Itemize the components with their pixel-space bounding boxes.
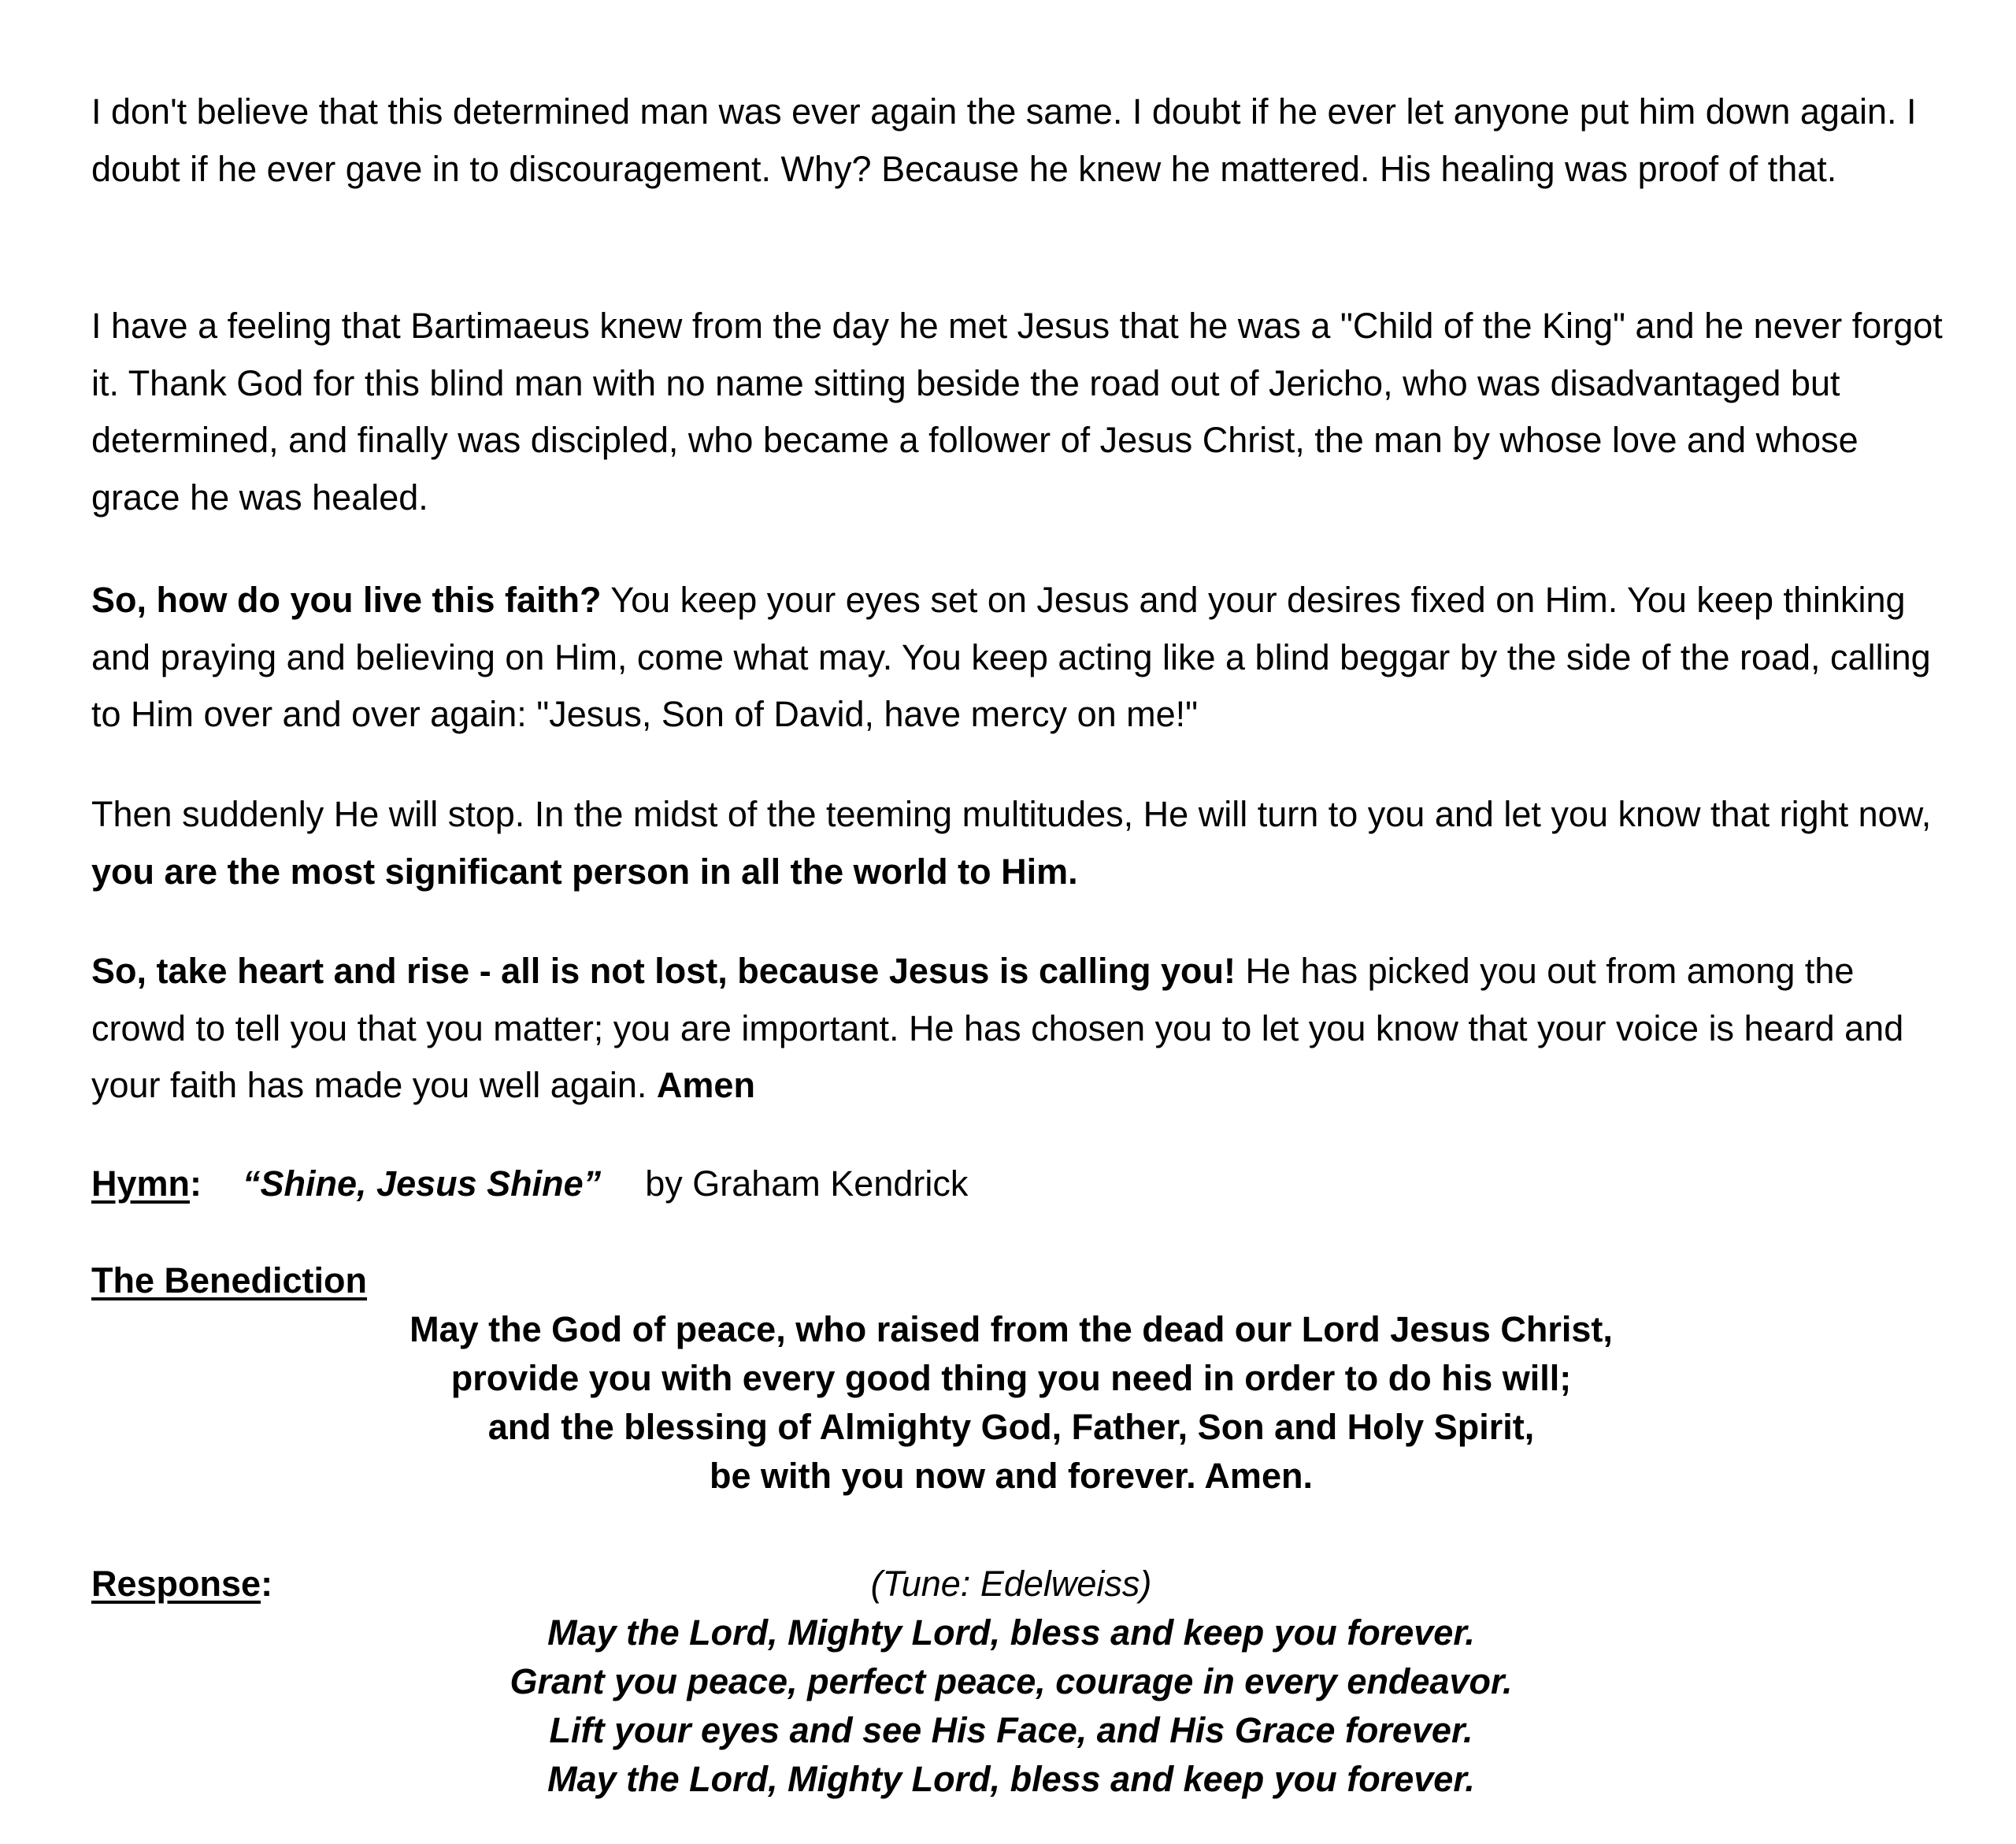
sermon-paragraph-1-text: I don't believe that this determined man was ever again the same. I doubt if he ever let anyone put him down again. I doubt if he ever gave in to discouragement. Why? Because he knew he mattered. His healing was proof of that.: [91, 91, 1917, 189]
response-tune: (Tune: Edelweiss): [870, 1564, 1152, 1604]
benediction-line: provide you with every good thing you need in order to do his will;: [450, 1358, 1572, 1398]
response-line: Lift your eyes and see His Face, and His Grace forever.: [549, 1710, 1473, 1750]
benediction-heading: The Benediction: [91, 1260, 368, 1300]
sermon-paragraph-5-text: He has picked you out from among the crowd to tell you that you matter; you are important. He has chosen you to let you know that your voice is heard and your faith has made you well again.: [91, 951, 1904, 1105]
benediction-line: and the blessing of Almighty God, Father, Son and Holy Spirit,: [487, 1407, 1535, 1447]
response-label-colon: :: [261, 1564, 273, 1604]
response-line: May the Lord, Mighty Lord, bless and keep you forever.: [547, 1612, 1475, 1653]
sermon-paragraph-3-lead: So, how do you live this faith?: [91, 580, 602, 620]
sermon-paragraph-1: [91, 83, 1950, 198]
hymn-line: [91, 1156, 968, 1212]
sermon-paragraph-4: [91, 786, 1950, 900]
response-line: May the Lord, Mighty Lord, bless and keep you forever.: [547, 1759, 1475, 1799]
response-line: Grant you peace, perfect peace, courage in every endeavor.: [510, 1661, 1513, 1701]
benediction-line: be with you now and forever. Amen.: [710, 1456, 1313, 1496]
hymn-label-group: [91, 1163, 202, 1204]
response-label: Response: [91, 1564, 261, 1604]
sermon-paragraph-3: [91, 572, 1950, 744]
sermon-paragraph-4-emphasis: you are the most significant person in all the world to Him.: [91, 851, 1078, 892]
hymn-title: “Shine, Jesus Shine”: [243, 1163, 602, 1204]
hymn-label: Hymn: [91, 1163, 191, 1204]
sermon-paragraph-3-text: You keep your eyes set on Jesus and your desires fixed on Him. You keep thinking and praying and believing on Him, come what may. You keep acting like a blind beggar by the side of the road, calling to Him over and over again: "Jesus, Son of David, have mercy on me!": [91, 580, 1931, 734]
response-text: [91, 1560, 1931, 1804]
sermon-paragraph-4-text: Then suddenly He will stop. In the midst of the teeming multitudes, He will turn to you and let you know that right now,: [91, 794, 1932, 834]
benediction-text: [91, 1305, 1931, 1501]
sermon-paragraph-2: [91, 298, 1950, 526]
sermon-paragraph-2-text: I have a feeling that Bartimaeus knew from the day he met Jesus that he was a "Child of the King" and he never forgot it. Thank God for this blind man with no name sitting beside the road out of Jericho, who was disadvantaged but determined, and finally was discipled, who became a follower of Jesus Christ, the man by whose love and whose grace he was healed.: [91, 306, 1943, 518]
hymn-label-colon: :: [190, 1163, 202, 1204]
sermon-amen: Amen: [656, 1065, 755, 1105]
hymn-author: by Graham Kendrick: [645, 1163, 969, 1204]
sermon-paragraph-5-lead: So, take heart and rise - all is not lost, because Jesus is calling you!: [91, 951, 1236, 991]
benediction-line: May the God of peace, who raised from the dead our Lord Jesus Christ,: [410, 1309, 1613, 1349]
sermon-paragraph-5: [91, 943, 1950, 1115]
